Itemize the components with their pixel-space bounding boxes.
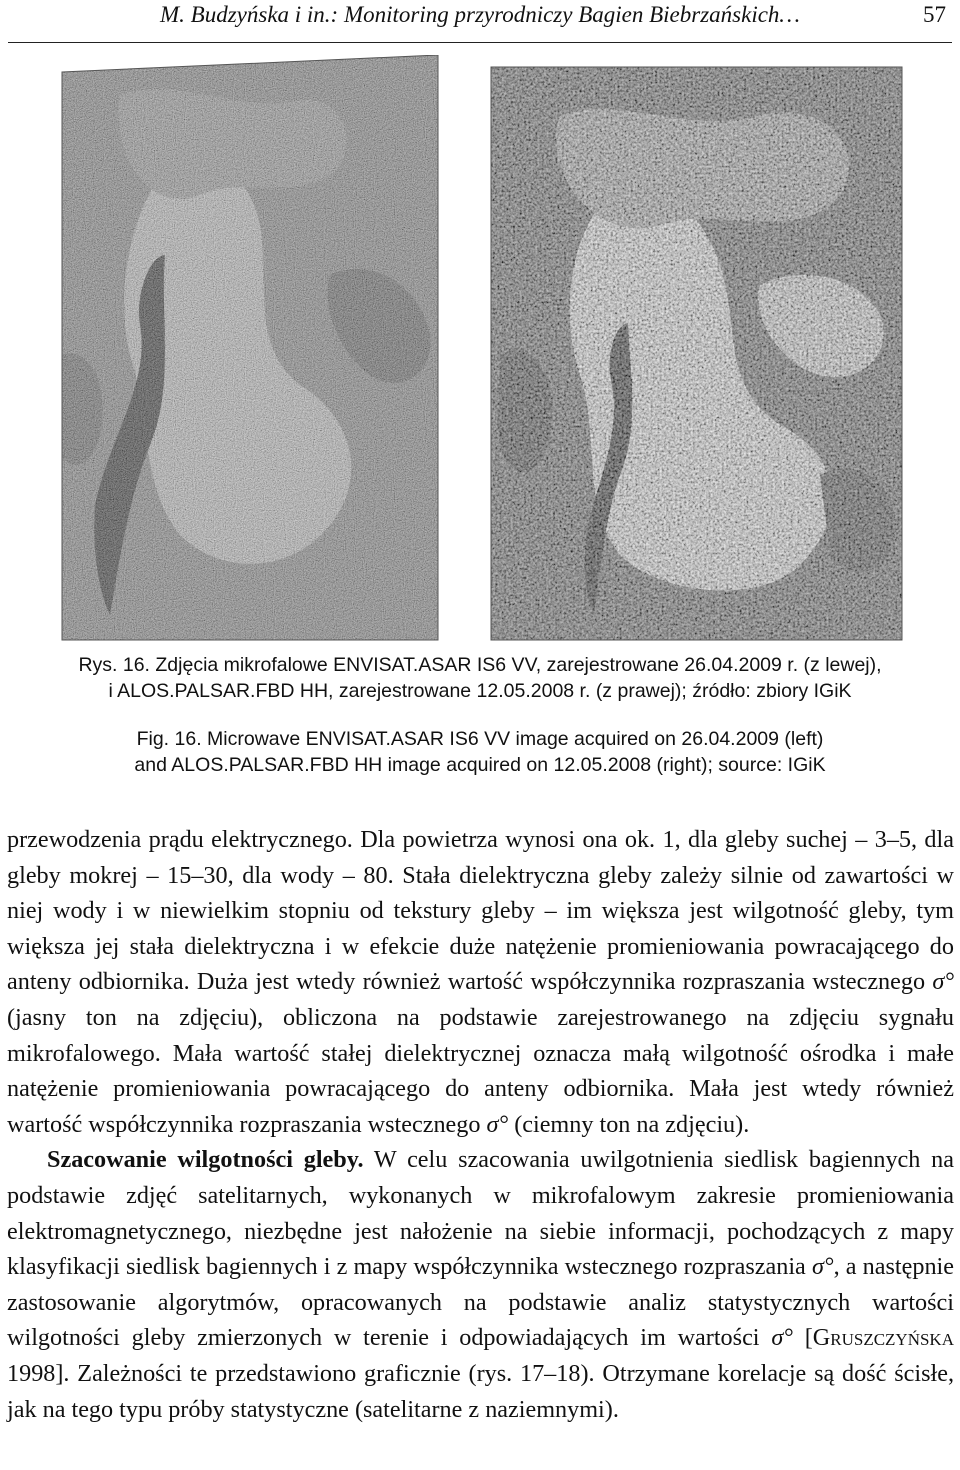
figure-16-images	[0, 55, 960, 645]
paragraph-2-part-d: 1998]. Zależności te przedstawiono graficznie (rys. 17–18). Otrzymane korelacje są dość ścisłe, jak na tego typu próby statystyczne (satelitarne z naziemnymi).	[7, 1359, 954, 1423]
body-text	[7, 822, 954, 1427]
paragraph-2-part-a: W celu szacowania uwilgotnienia siedlisk bagiennych na podstawie zdjęć satelitarnych, wykonanych w mikrofalowym zakresie promieniowania elektromagnetycznego, niezbędne jest nałożenie na siebie informacji, pochodzących z mapy klasyfikacji siedlisk bagiennych i z mapy współczynnika wstecznego rozpraszania	[7, 1146, 954, 1281]
sigma-symbol: σ°	[486, 1110, 509, 1138]
running-header	[8, 0, 952, 43]
citation-author: Gruszczyńska	[812, 1324, 954, 1352]
figure-caption-english	[0, 726, 960, 778]
section-heading: Szacowanie wilgotności gleby.	[47, 1146, 364, 1174]
alos-palsar-radar-image	[491, 67, 902, 640]
figure-caption-polish	[0, 652, 960, 704]
paragraph-2-part-c: [	[792, 1324, 813, 1352]
envisat-radar-image	[50, 55, 450, 645]
paragraph-1-part-a: przewodzenia prądu elektrycznego. Dla powietrza wynosi ona ok. 1, dla gleby suchej – 3–5, dla gleby mokrej – 15–30, dla wody – 80. Stała dielektryczna gleby zależy silnie od zawartości w niej wody i w niewielkim stopniu od tekstury gleby – im większa jest wilgotność gleby, tym większa jej stała dielektryczna i w efekcie duże natężenie promieniowania powracającego do anteny odbiornika. Duża jest wtedy również wartość współczynnika rozpraszania wstecznego	[7, 826, 954, 996]
sigma-symbol: σ°	[771, 1324, 793, 1352]
caption-pl-line-1: Rys. 16. Zdjęcia mikrofalowe ENVISAT.ASAR IS6 VV, zarejestrowane 26.04.2009 r. (z lewej),	[78, 654, 882, 676]
sigma-symbol: σ°	[811, 1253, 834, 1281]
sigma-symbol: σ°	[932, 968, 954, 996]
paragraph-soil-moisture	[7, 1142, 954, 1427]
paragraph-1-part-c: (ciemny ton na zdjęciu).	[508, 1110, 750, 1138]
paragraph-2-part-b: , a następnie zastosowanie algorytmów, opracowanych na podstawie analiz statystycznych wartości wilgotności gleby zmierzonych w terenie i odpowiadających im wartości	[7, 1253, 954, 1352]
page-number: 57	[923, 2, 946, 27]
caption-pl-line-2: i ALOS.PALSAR.FBD HH, zarejestrowane 12.05.2008 r. (z prawej); źródło: zbiory IGiK	[108, 680, 852, 702]
caption-en-line-1: Fig. 16. Microwave ENVISAT.ASAR IS6 VV image acquired on 26.04.2009 (left)	[136, 728, 824, 750]
paragraph-dielectric	[7, 822, 954, 1142]
caption-en-line-2: and ALOS.PALSAR.FBD HH image acquired on 12.05.2008 (right); source: IGiK	[134, 754, 826, 776]
paragraph-1-part-b: (jasny ton na zdjęciu), obliczona na podstawie zarejestrowanego na zdjęciu sygnału mikrofalowego. Mała wartość stałej dielektrycznej oznacza małą wilgotność ośrodka i małe natężenie promieniowania powracającego do anteny odbiornika. Mała jest wtedy również wartość współczynnika rozpraszania wstecznego	[7, 1003, 954, 1138]
running-title: M. Budzyńska i in.: Monitoring przyrodniczy Bagien Biebrzańskich…	[160, 2, 800, 27]
